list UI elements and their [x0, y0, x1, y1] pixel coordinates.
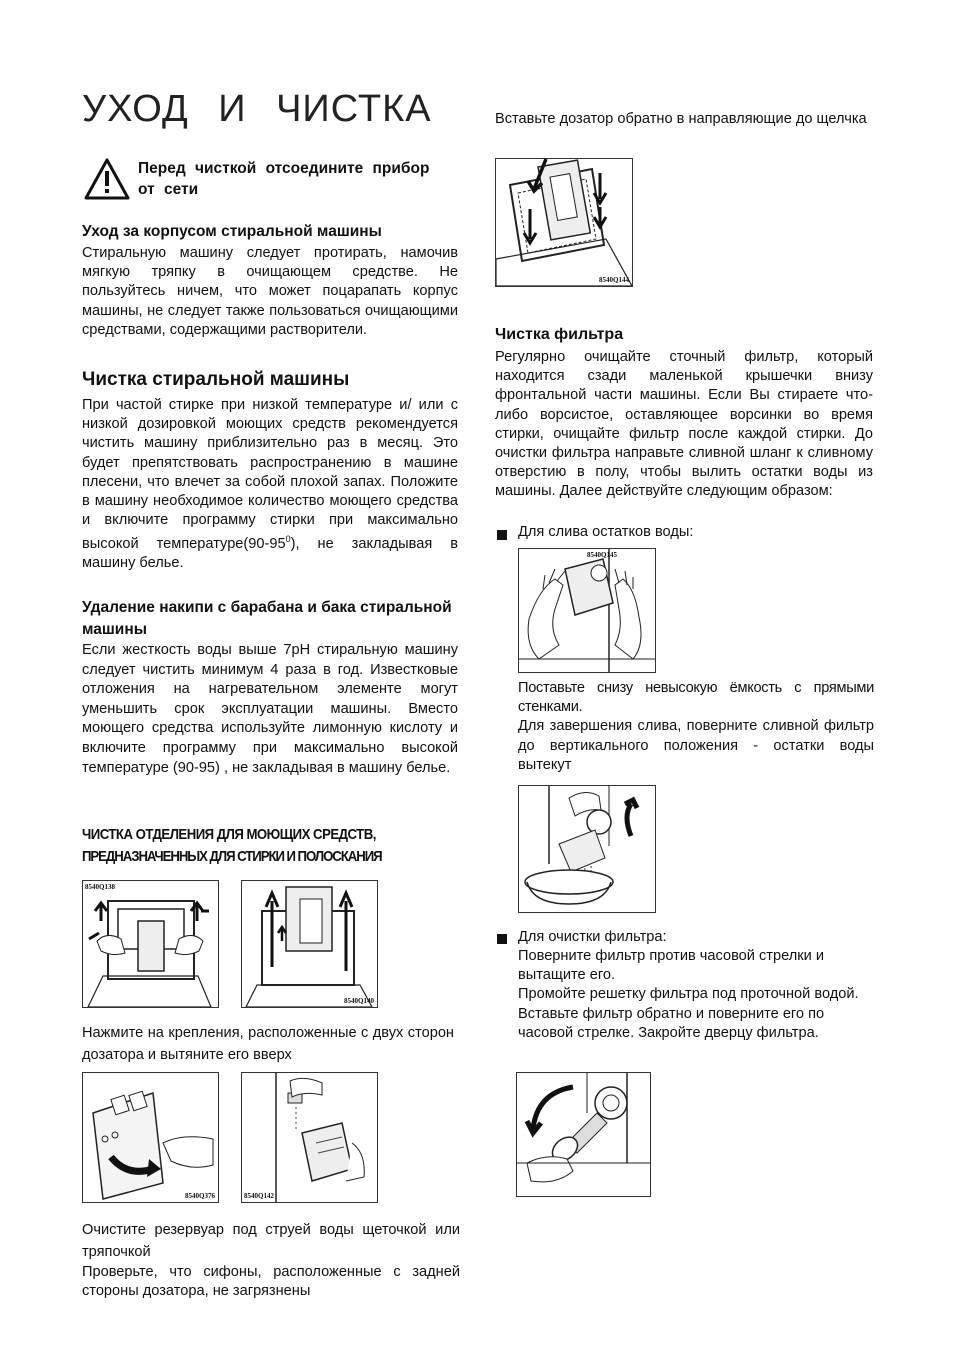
filter-step-2b: Промойте решетку фильтра под проточной водой. Вставьте фильтр обратно и поверните его по часовой стрелке. Закройте дверцу фильтра.: [518, 986, 859, 1041]
rinse-dispenser-figure: [241, 1072, 378, 1203]
filter-bullet-1: Для слива остатков воды:: [518, 524, 694, 540]
dispenser-removal-figure-2: [241, 880, 378, 1008]
figure-code: 8540Q144: [599, 276, 629, 284]
dispenser-caption-3: Проверьте, что сифоны, расположенные с задней стороны дозатора, не загрязнены: [82, 1264, 460, 1299]
dispenser-caption-1: Нажмите на крепления, расположенные с двух сторон дозатора и вытяните его вверх: [82, 1025, 454, 1063]
figure-code: 8540Q140: [344, 997, 374, 1005]
descaling-heading: Удаление накипи с барабана и бака стиральной машины: [82, 599, 452, 638]
filter-removal-figure: [516, 1072, 651, 1197]
dispenser-reinsert-figure: [495, 158, 633, 287]
bullet-icon: [497, 530, 507, 540]
bullet-icon: [497, 934, 507, 944]
dispenser-heading: ЧИСТКА ОТДЕЛЕНИЯ ДЛЯ МОЮЩИХ СРЕДСТВ, ПРЕДНАЗНАЧЕННЫХ ДЛЯ СТИРКИ И ПОЛОСКАНИЯ: [82, 826, 382, 865]
warning-icon: [84, 158, 130, 200]
filter-step-2a: Поверните фильтр против часовой стрелки и вытащите его.: [518, 948, 824, 984]
dispenser-caption-2: Очистите резервуар под струей воды щеточкой или тряпочкой: [82, 1222, 460, 1260]
filter-bullet-2: Для очистки фильтра:: [518, 929, 667, 945]
filter-cover-figure: [518, 548, 656, 673]
filter-step-1a: Поставьте снизу невысокую ёмкость с прямыми стенками.: [518, 680, 874, 716]
page-title: УХОД И ЧИСТКА: [82, 88, 432, 130]
figure-code: 8540Q376: [185, 1192, 215, 1200]
descaling-text: Если жесткость воды выше 7рН стиральную машину следует чистить минимум 4 раза в год. Известковые отложения на нагревательном элементе могут уменьшить срок эксплуатации машины. Вместо моющего средства используйте лимонную кислоту и включите программу при максимально высокой температуре (90-95) , не закладывая в машину белье.: [82, 642, 458, 776]
figure-code: 8540Q138: [85, 883, 115, 891]
warning-text: Перед чисткой отсоедините прибор от сети: [138, 160, 430, 198]
dispenser-removal-figure-1: [82, 880, 219, 1008]
figure-code: 8540Q145: [587, 551, 617, 559]
machine-cleaning-text: При частой стирке при низкой температуре и/ или с низкой дозировкой моющих средств рекомендуется чистить машину приблизительно раз в месяц. Это будет препятствовать распространению в машине плесени, что влечет за собой плохой запах. Положите в машину необходимое количество моющего средства и включите программу стирки при максимально высокой $температуре(90-95^0)$, не закладывая в машину белье.: [82, 397, 458, 572]
body-care-heading: Уход за корпусом стиральной машины: [82, 223, 382, 240]
drain-water-figure: [518, 785, 656, 913]
filter-heading: Чистка фильтра: [495, 326, 624, 343]
filter-text: Регулярно очищайте сточный фильтр, который находится сзади маленькой крышечки внизу фронтальной части машины. Если Вы стираете что-либо ворсистое, оставляющее ворсинки во время стирки, очищайте фильтр после каждой стирки. До очистки фильтра направьте сливной шланг к сливному отверстию в полу, чтобы вылить остатки воды из машины. Далее действуйте следующим образом:: [495, 349, 873, 500]
body-care-text: Стиральную машину следует протирать, намочив мягкую тряпку в очищающем средстве. Не пользуйтесь ничем, что может поцарапать корпус машины, не следует также пользоваться очищающими средствами, содержащими растворители.: [82, 245, 458, 338]
siphon-cleaning-figure: [82, 1072, 219, 1203]
machine-cleaning-heading: Чистка стиральной машины: [82, 369, 350, 390]
reinsert-text: Вставьте дозатор обратно в направляющие до щелчка: [495, 111, 867, 127]
figure-code: 8540Q142: [244, 1192, 274, 1200]
filter-step-1b: Для завершения слива, поверните сливной фильтр до вертикального положения - остатки воды вытекут: [518, 718, 874, 773]
